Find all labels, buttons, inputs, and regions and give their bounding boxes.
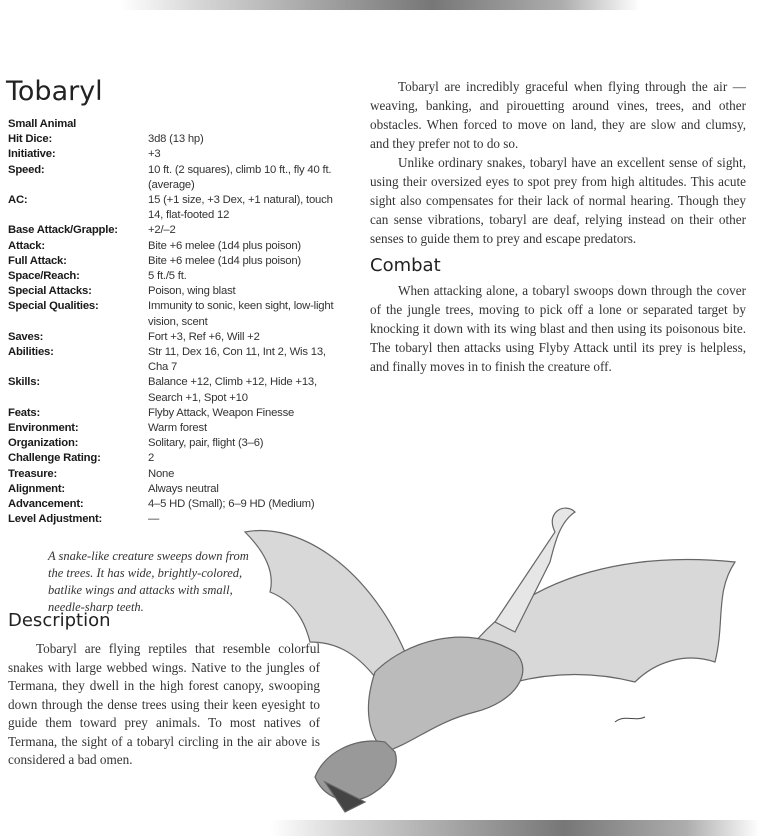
flavor-quote: A snake-like creature sweeps down from the trees. It has wide, brightly-colored, batlike wings and attacks with small, needle-sharp teeth. <box>48 549 249 614</box>
stat-value: Immunity to sonic, keen sight, low-light vision, scent <box>148 300 334 328</box>
stat-row <box>8 299 348 329</box>
top-decorative-band <box>120 0 640 10</box>
stat-value: 4–5 HD (Small); 6–9 HD (Medium) <box>148 498 315 511</box>
stat-value: +2/–2 <box>148 224 176 237</box>
stat-row <box>8 193 348 223</box>
stat-label: Space/Reach: <box>8 270 80 283</box>
stat-value: Flyby Attack, Weapon Finesse <box>148 406 295 419</box>
stat-value: Str 11, Dex 16, Con 11, Int 2, Wis 13, Cha 7 <box>148 346 326 374</box>
stat-row <box>8 375 348 405</box>
stat-row <box>8 345 348 375</box>
stat-label: Hit Dice: <box>8 133 53 146</box>
stat-value: Balance +12, Climb +12, Hide +13, Search +1, Spot +10 <box>148 376 317 404</box>
stat-value: — <box>148 513 160 526</box>
stat-row <box>8 467 348 482</box>
stat-row <box>8 269 348 284</box>
stat-row <box>8 330 348 345</box>
stat-row <box>8 132 348 147</box>
stat-label: Saves: <box>8 330 44 343</box>
stat-value <box>148 117 348 132</box>
stat-value: None <box>148 467 175 480</box>
stat-value: 2 <box>148 452 155 465</box>
stat-label: AC: <box>8 194 28 207</box>
stat-value: Bite +6 melee (1d4 plus poison) <box>148 254 301 267</box>
stat-label: Special Qualities: <box>8 300 99 313</box>
stat-block <box>8 117 348 527</box>
stat-value: 3d8 (13 hp) <box>148 133 204 146</box>
stat-label: Level Adjustment: <box>8 513 103 526</box>
stat-label: Environment: <box>8 422 79 435</box>
right-column <box>370 77 746 376</box>
artist-signature <box>615 717 645 722</box>
stat-value: 5 ft./5 ft. <box>148 270 187 283</box>
stat-row <box>8 163 348 193</box>
stat-label: Speed: <box>8 163 45 176</box>
intro-paragraph: Tobaryl are incredibly graceful when flying through the air — weaving, banking, and pirouetting around vines, trees, and other obstacles. When forced to move on land, they are slow and clumsy, and they prefer not to do so. <box>370 79 746 151</box>
stat-row <box>8 512 348 527</box>
description-text: Tobaryl are flying reptiles that resemble colorful snakes with large webbed wings. Native to the jungles of Termana, they dwell in the high forest canopy, swooping down through the dense trees using their keen eyesight to guide them toward prey animals. To most natives of Termana, the sight of a tobaryl circling in the air above is considered a bad omen. <box>8 641 320 767</box>
stat-label: Initiative: <box>8 148 56 161</box>
stat-label: Advancement: <box>8 498 84 511</box>
stat-row <box>8 421 348 436</box>
stat-row <box>8 497 348 512</box>
stat-label: Challenge Rating: <box>8 452 101 465</box>
stat-value: Poison, wing blast <box>148 285 236 298</box>
stat-value: +3 <box>148 148 161 161</box>
combat-text: When attacking alone, a tobaryl swoops down through the cover of the jungle trees, moving to pick off a lone or separated target by knocking it down with its wing blast and then using its poisonous bite. The tobaryl then attacks using Flyby Attack until its prey is helpless, and finally moves in to finish the creature off. <box>370 283 746 374</box>
stat-value: Solitary, pair, flight (3–6) <box>148 437 264 450</box>
stat-value: Always neutral <box>148 482 219 495</box>
stat-label: Attack: <box>8 239 45 252</box>
stat-row <box>8 223 348 238</box>
stat-value: 15 (+1 size, +3 Dex, +1 natural), touch 14, flat-footed 12 <box>148 194 333 222</box>
stat-row <box>8 284 348 299</box>
stat-row <box>8 239 348 254</box>
stat-label: Treasure: <box>8 467 58 480</box>
stat-row <box>8 451 348 466</box>
stat-label: Feats: <box>8 406 41 419</box>
stat-label: Abilities: <box>8 346 54 359</box>
stat-value: Bite +6 melee (1d4 plus poison) <box>148 239 301 252</box>
stat-row <box>8 482 348 497</box>
stat-label: Alignment: <box>8 482 65 495</box>
description-heading: Description <box>8 610 111 631</box>
stat-row <box>8 254 348 269</box>
stat-label: Organization: <box>8 437 79 450</box>
stat-row <box>8 436 348 451</box>
stat-label: Base Attack/Grapple: <box>8 224 118 237</box>
head <box>315 741 396 800</box>
stat-label: Special Attacks: <box>8 285 92 298</box>
monster-title: Tobaryl <box>6 76 103 107</box>
stat-value: Warm forest <box>148 422 207 435</box>
stat-label: Full Attack: <box>8 254 67 267</box>
bottom-decorative-band <box>270 820 760 836</box>
stat-label: Skills: <box>8 376 40 389</box>
combat-heading: Combat <box>370 255 441 276</box>
stat-value: Fort +3, Ref +6, Will +2 <box>148 330 260 343</box>
stat-label: Small Animal <box>8 118 77 130</box>
stat-value: 10 ft. (2 squares), climb 10 ft., fly 40 ft. (average) <box>148 163 332 191</box>
stat-row <box>8 406 348 421</box>
stat-row <box>8 147 348 162</box>
intro-paragraph: Unlike ordinary snakes, tobaryl have an excellent sense of sight, using their oversized eyes to spot prey from high altitudes. This acute sight also compensates for their lack of normal hearing. Though they can sense vibrations, tobaryl are deaf, relying instead on their other senses to guide them to prey and escape predators. <box>370 155 746 246</box>
stat-row <box>8 117 348 132</box>
